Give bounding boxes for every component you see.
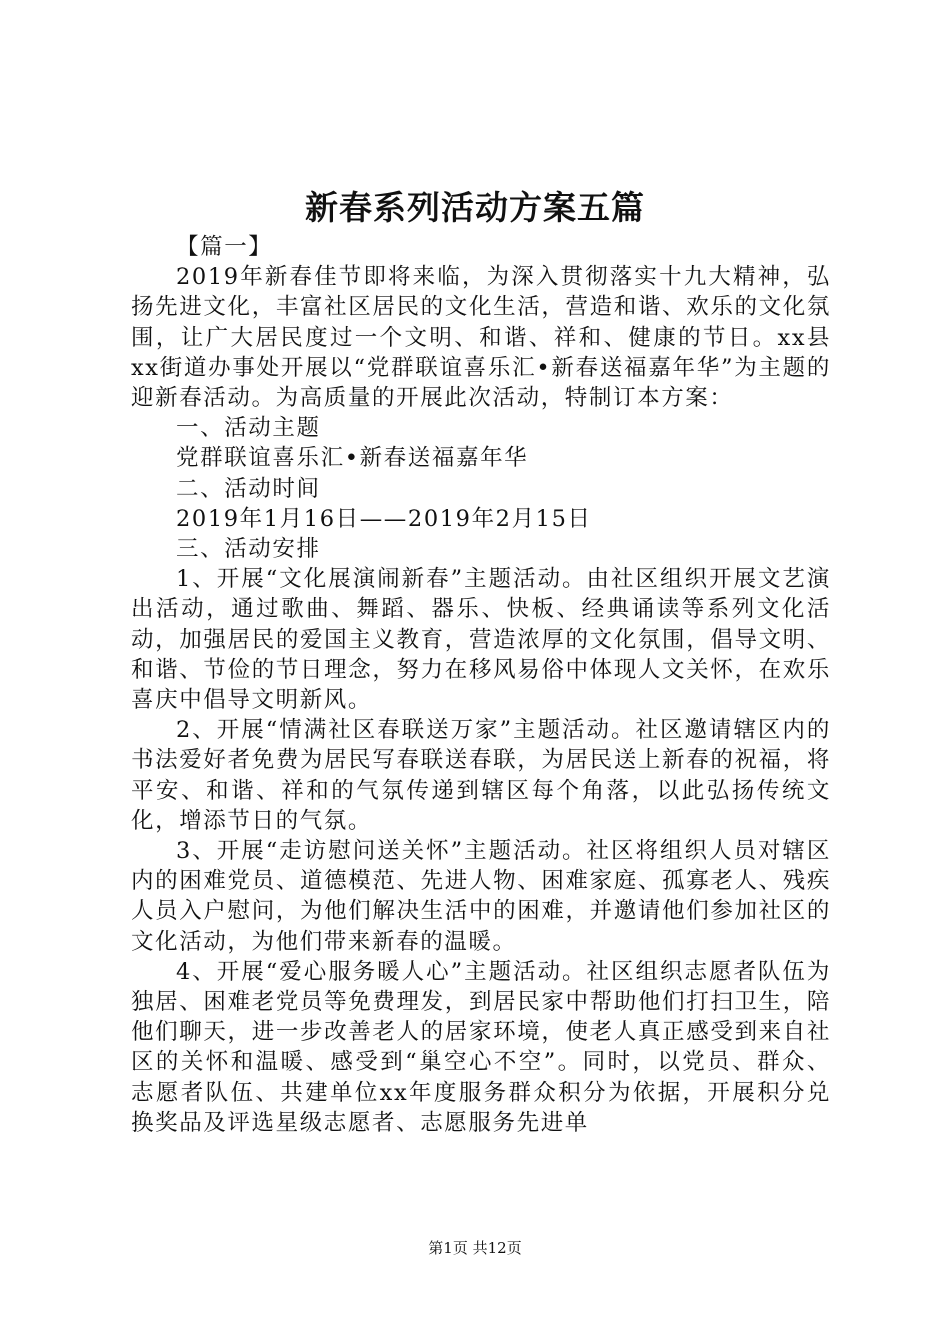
arrangement-item-1: 1、开展“文化展演闹新春”主题活动。由社区组织开展文艺演出活动，通过歌曲、舞蹈、器乐、快板、经典诵读等系列文化活动，加强居民的爱国主义教育，营造浓厚的文化氛围，倡导文明、和谐、节俭的节日理念，努力在移风易俗中体现人文关怀，在欢乐喜庆中倡导文明新风。 [131,566,831,714]
arrangement-item-2: 2、开展“情满社区春联送万家”主题活动。社区邀请辖区内的书法爱好者免费为居民写春联送春联，为居民送上新春的祝福，将平安、和谐、祥和的气氛传递到辖区每个角落，以此弘扬传统文化，增添节日的气氛。 [131,717,831,834]
section-heading: 【篇一】 [176,234,273,260]
intro-paragraph: 2019年新春佳节即将来临，为深入贯彻落实十九大精神，弘扬先进文化，丰富社区居民的文化生活，营造和谐、欢乐的文化氛围，让广大居民度过一个文明、和谐、祥和、健康的节日。xx县xx街道办事处开展以“党群联谊喜乐汇•新春送福嘉年华”为主题的迎新春活动。为高质量的开展此次活动，特制订本方案： [131,264,831,412]
theme-text: 党群联谊喜乐汇•新春送福嘉年华 [176,445,529,472]
arrangement-item-4: 4、开展“爱心服务暖人心”主题活动。社区组织志愿者队伍为独居、困难老党员等免费理发，到居民家中帮助他们打扫卫生，陪他们聊天，进一步改善老人的居家环境，使老人真正感受到来自社区的关怀和温暖、感受到“巢空心不空”。同时，以党员、群众、志愿者队伍、共建单位xx年度服务群众积分为依据，开展积分兑换奖品及评选星级志愿者、志愿服务先进单 [131,958,831,1136]
time-text: 2019年1月16日——2019年2月15日 [176,505,592,532]
heading-theme: 一、活动主题 [176,415,321,442]
arrangement-item-3: 3、开展“走访慰问送关怀”主题活动。社区将组织人员对辖区内的困难党员、道德模范、先进人物、困难家庭、孤寡老人、残疾人员入户慰问，为他们解决生活中的困难，并邀请他们参加社区的文化活动，为他们带来新春的温暖。 [131,838,831,955]
document-title: 新春系列活动方案五篇 [305,188,645,227]
document-body [131,232,831,1138]
heading-time: 二、活动时间 [176,475,321,502]
page-footer: 第1页 共12页 [428,1239,522,1257]
heading-arrangement: 三、活动安排 [176,536,321,563]
